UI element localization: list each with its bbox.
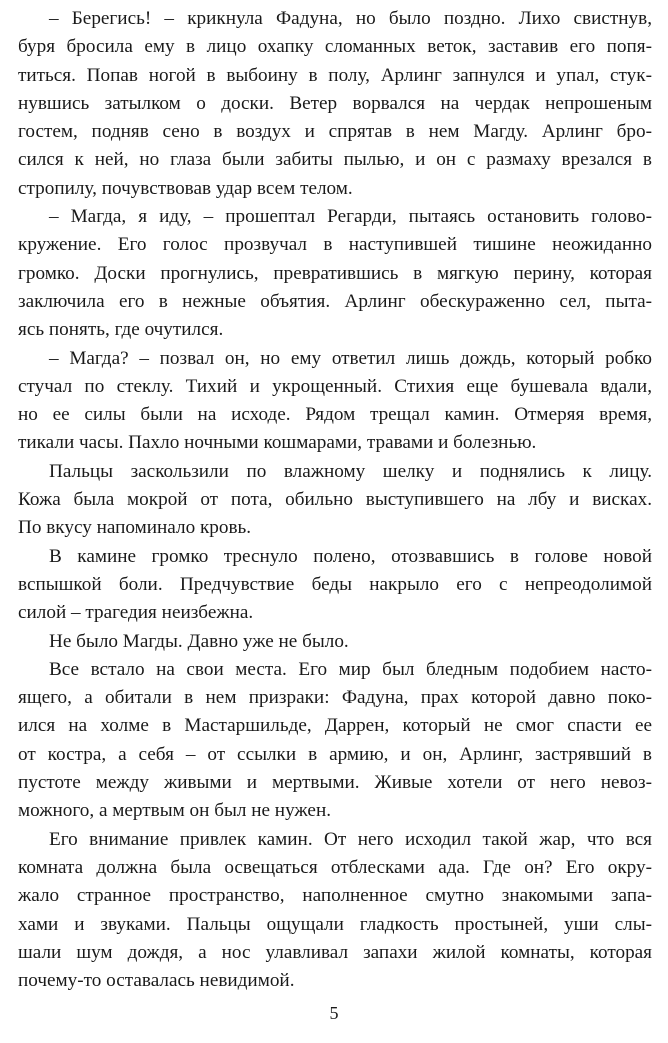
text-line: нувшись затылком о доски. Ветер ворвался на чердак непрошеным <box>18 92 652 114</box>
text-line: тикали часы. Пахло ночными кошмарами, травами и болезнью. <box>18 432 537 454</box>
text-line: силой – трагедия неизбежна. <box>18 602 254 624</box>
text-line: стропилу, почувствовав удар всем телом. <box>18 177 353 199</box>
text-line: комната должна была освещаться отблесками ада. Где он? Его окру- <box>18 856 652 878</box>
text-line: буря бросила ему в лицо охапку сломанных веток, заставив его попя- <box>18 36 652 58</box>
text-line: Его внимание привлек камин. От него исходил такой жар, что вся <box>49 828 652 850</box>
text-line: Все встало на свои места. Его мир был бледным подобием насто- <box>49 658 652 680</box>
text-line: заключила его в нежные объятия. Арлинг обескураженно сел, пыта- <box>18 290 652 312</box>
text-line: гостем, подняв сено в воздух и спрятав в нем Магду. Арлинг бро- <box>18 121 652 143</box>
text-line: пустоте между живыми и мертвыми. Живые хотели от него невоз- <box>18 772 652 794</box>
text-line: стучал по стеклу. Тихий и укрощенный. Стихия еще бушевала вдали, <box>18 375 652 397</box>
page-number: 5 <box>329 1003 339 1023</box>
text-line: По вкусу напоминало кровь. <box>18 517 252 539</box>
text-line: кружение. Его голос прозвучал в наступившей тишине неожиданно <box>18 234 652 256</box>
text-line: хами и звуками. Пальцы ощущали гладкость простыней, уши слы- <box>18 913 652 935</box>
text-line: Кожа была мокрой от пота, обильно выступившего на лбу и висках. <box>18 489 652 511</box>
text-line: – Берегись! – крикнула Фадуна, но было поздно. Лихо свистнув, <box>49 8 652 29</box>
text-line: можного, а мертвым он был не нужен. <box>18 800 332 822</box>
text-line: но ее силы были на исходе. Рядом трещал камин. Отмеряя время, <box>18 404 652 426</box>
text-line: почему-то оставалась невидимой. <box>18 970 295 992</box>
text-line: – Магда, я иду, – прошептал Регарди, пытаясь остановить голово- <box>49 206 652 228</box>
body-text <box>18 5 652 995</box>
text-line: Не было Магды. Давно уже не было. <box>49 630 349 652</box>
text-line: ящего, а обитали в нем призраки: Фадуна, прах которой давно поко- <box>18 687 652 709</box>
text-line: от костра, а себя – от ссылки в армию, и он, Арлинг, застрявший в <box>18 743 652 765</box>
text-line: ясь понять, где очутился. <box>18 319 224 341</box>
text-line: шали шум дождя, а нос улавливал запахи жилой комнаты, которая <box>18 941 652 963</box>
text-line: жало странное пространство, наполненное смутно знакомыми запа- <box>18 885 652 907</box>
text-line: титься. Попав ногой в выбоину в полу, Арлинг запнулся и упал, стук- <box>18 64 652 86</box>
text-line: Пальцы заскользили по влажному шелку и поднялись к лицу. <box>49 460 652 482</box>
text-line: вспышкой боли. Предчувствие беды накрыло его с непреодолимой <box>18 573 652 595</box>
text-line: сился к ней, но глаза были забиты пылью, и он с размаху врезался в <box>18 149 652 171</box>
text-line: громко. Доски прогнулись, превратившись в мягкую перину, которая <box>18 262 652 284</box>
text-line: – Магда? – позвал он, но ему ответил лишь дождь, который робко <box>49 347 652 369</box>
text-line: В камине громко треснуло полено, отозвавшись в голове новой <box>49 545 652 567</box>
text-line: ился на холме в Мастаршильде, Даррен, который не смог спасти ее <box>18 715 652 737</box>
